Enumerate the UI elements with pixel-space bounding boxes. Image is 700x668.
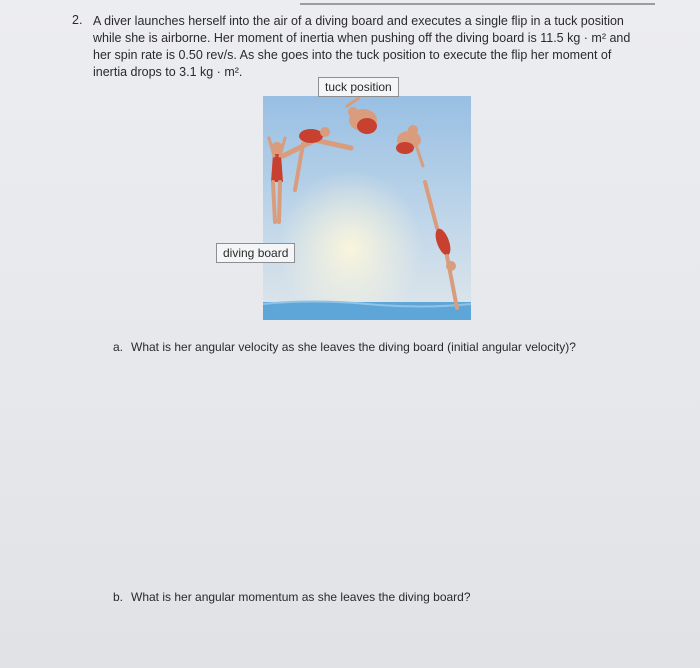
question-line: A diver launches herself into the air of a diving board and executes a single flip in a tuck position	[93, 14, 624, 28]
question-line: inertia drops to 3.1 kg · m².	[93, 65, 243, 79]
diver-illustration	[263, 96, 471, 320]
tuck-position-label: tuck position	[318, 77, 399, 97]
question-line: her spin rate is 0.50 rev/s. As she goes into the tuck position to execute the flip her moment of	[93, 48, 612, 62]
question-text	[93, 13, 638, 81]
question-number: 2.	[72, 13, 83, 27]
part-a-label: a.	[113, 340, 124, 354]
part-a-text: What is her angular velocity as she leaves the diving board (initial angular velocity)?	[131, 340, 576, 354]
part-a	[113, 340, 576, 354]
part-b-label: b.	[113, 590, 124, 604]
diving-board-label: diving board	[216, 243, 295, 263]
top-rule	[300, 3, 655, 5]
question-line: while she is airborne. Her moment of inertia when pushing off the diving board is 11.5 kg · m² and	[93, 31, 631, 45]
part-b	[113, 590, 471, 604]
part-b-text: What is her angular momentum as she leaves the diving board?	[131, 590, 471, 604]
